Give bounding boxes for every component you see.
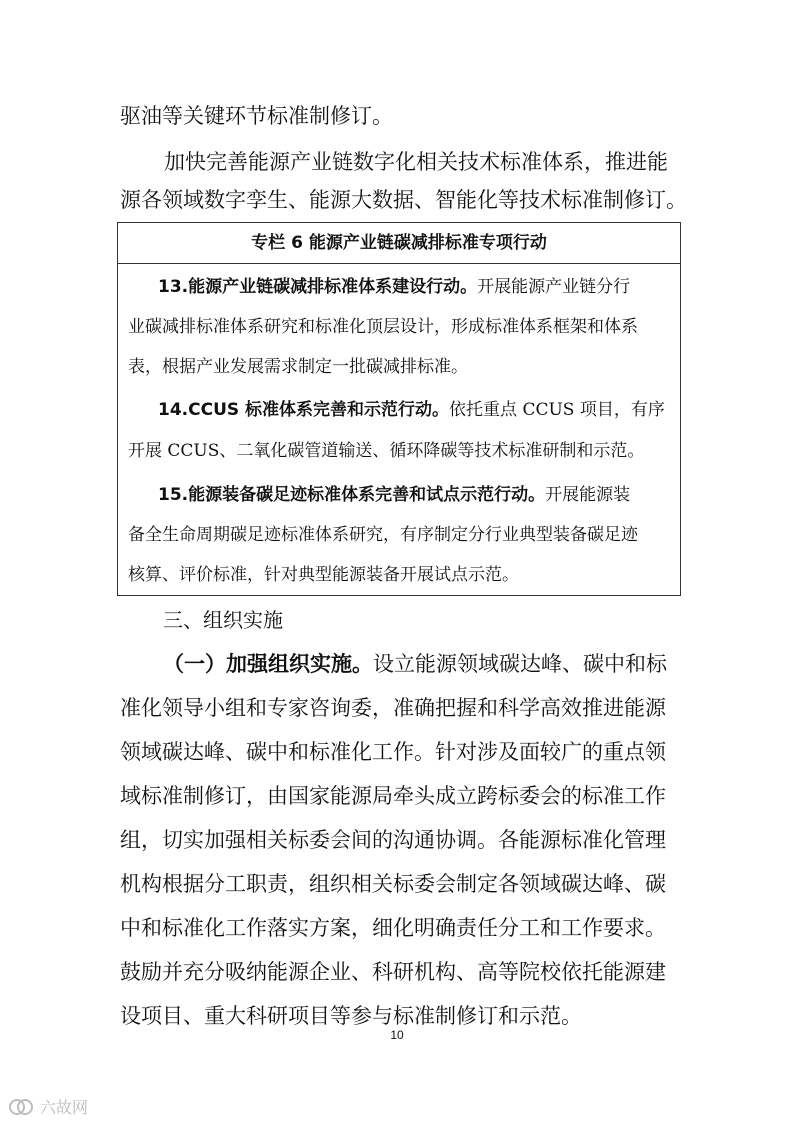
box-title: 专栏 6 能源产业链碳减排标准专项行动 xyxy=(118,223,680,264)
item-15-text: 开展能源装 xyxy=(545,485,631,505)
para-line-2: 准化领导小组和专家咨询委，准确把握和科学高效推进能源 xyxy=(120,696,666,720)
item-13-line-2: 业碳减排标准体系研究和标准化顶层设计，形成标准体系框架和体系 xyxy=(128,317,638,337)
item-13-text: 开展能源产业链分行 xyxy=(477,277,631,297)
para-line-4: 域标准制修订，由国家能源局牵头成立跨标委会的标准工作 xyxy=(120,784,666,808)
watermark-logo-icon xyxy=(8,1098,34,1116)
para-line-6: 机构根据分工职责，组织相关标委会制定各领域碳达峰、碳 xyxy=(120,872,666,896)
page-number: 10 xyxy=(390,1028,404,1042)
item-13-line-1 xyxy=(158,275,698,299)
item-13-title: 13.能源产业链碳减排标准体系建设行动。 xyxy=(158,277,478,297)
item-15-title: 15.能源装备碳足迹标准体系完善和试点示范行动。 xyxy=(158,485,546,505)
item-14-text: 依托重点 CCUS 项目，有序 xyxy=(449,400,665,420)
section-heading: 三、组织实施 xyxy=(163,608,283,632)
item-15-line-1 xyxy=(158,483,698,507)
item-15-line-3: 核算、评价标准，针对典型能源装备开展试点示范。 xyxy=(128,565,519,585)
para-line-1 xyxy=(163,648,723,680)
intro-line-1: 驱油等关键环节标准制修订。 xyxy=(120,104,393,128)
intro-line-3: 源各领域数字孪生、能源大数据、智能化等技术标准制修订。 xyxy=(120,188,687,212)
watermark-text: 六故网 xyxy=(40,1098,89,1117)
para-line-5: 组，切实加强相关标委会间的沟通协调。各能源标准化管理 xyxy=(120,828,666,852)
item-13-line-3: 表，根据产业发展需求制定一批碳减排标准。 xyxy=(128,357,468,377)
item-14-title: 14.CCUS 标准体系完善和示范行动。 xyxy=(158,400,450,420)
para-line-9: 设项目、重大科研项目等参与标准制修订和示范。 xyxy=(120,1004,582,1028)
para-line-8: 鼓励并充分吸纳能源企业、科研机构、高等院校依托能源建 xyxy=(120,960,666,984)
para-title: （一）加强组织实施。 xyxy=(163,652,373,676)
watermark xyxy=(8,1095,88,1118)
item-15-line-2: 备全生命周期碳足迹标准体系研究，有序制定分行业典型装备碳足迹 xyxy=(128,525,638,545)
item-14-line-2: 开展 CCUS、二氧化碳管道输送、循环降碳等技术标准研制和示范。 xyxy=(128,441,645,461)
para-line-3: 领域碳达峰、碳中和标准化工作。针对涉及面较广的重点领 xyxy=(120,740,666,764)
item-14-line-1 xyxy=(158,398,698,422)
special-column-box xyxy=(117,222,681,596)
intro-line-2: 加快完善能源产业链数字化相关技术标准体系，推进能 xyxy=(164,150,668,174)
para-line-7: 中和标准化工作落实方案，细化明确责任分工和工作要求。 xyxy=(120,916,666,940)
para-line-1-text: 设立能源领域碳达峰、碳中和标 xyxy=(373,652,667,676)
